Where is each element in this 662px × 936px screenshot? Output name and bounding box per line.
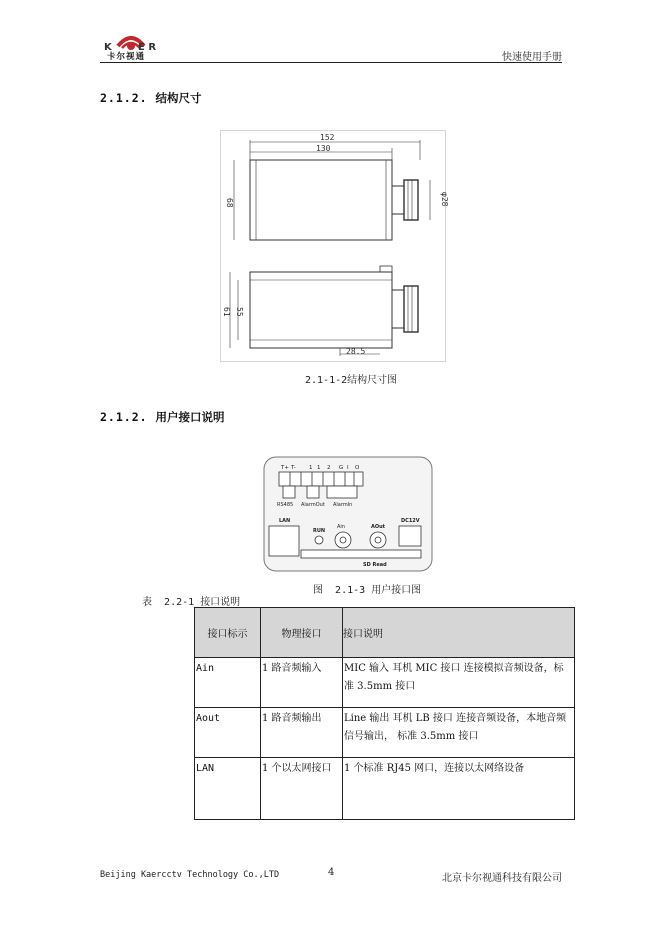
- terminal-label: 2: [327, 465, 331, 471]
- table-cell-id: [195, 708, 261, 758]
- svg-text:K: K: [104, 42, 112, 53]
- table-row: [195, 758, 575, 820]
- dim-label-61: 61: [222, 307, 231, 317]
- caption-number: 2.2-1: [164, 597, 195, 608]
- figure-caption-dimensions: 2.1-1-2结构尺寸图: [305, 375, 398, 386]
- section-heading-interfaces: [100, 409, 225, 425]
- caption-text: 用户接口图: [371, 585, 422, 596]
- alarm-out-label: AlarmOut: [301, 502, 325, 508]
- manual-title: 快速使用手册: [502, 52, 562, 63]
- section-title: 结构尺寸: [155, 91, 202, 105]
- terminal-label: 1: [309, 465, 313, 471]
- caption-number: 2.1-3: [335, 585, 366, 596]
- cell-text: Aout: [196, 713, 221, 724]
- cell-text: LAN: [196, 763, 215, 774]
- cell-text: 1 路音频输入: [262, 663, 322, 674]
- cell-text: 1 个以太网接口: [262, 763, 332, 774]
- table-cell-physical: [261, 708, 343, 758]
- table-caption: [142, 593, 240, 608]
- dim-label-28-5: 28.5: [346, 347, 366, 356]
- lan-label: LAN: [279, 518, 291, 524]
- dim-label-152: 152: [320, 133, 335, 142]
- table-cell-desc: [343, 758, 575, 820]
- cell-text: 1 个标准 RJ45 网口，连接以太网络设备: [344, 763, 525, 774]
- footer-company-cn: 北京卡尔视通科技有限公司: [442, 873, 562, 884]
- table-cell-desc: [343, 708, 575, 758]
- dc12v-label: DC12V: [401, 518, 420, 524]
- dim-label-phi28: φ28: [440, 192, 449, 207]
- table-header-cell: 接口标示: [195, 608, 261, 658]
- page-number: 4: [328, 867, 335, 878]
- caption-prefix: 图: [313, 585, 323, 596]
- interface-panel-drawing: [263, 456, 433, 572]
- table-cell-id: [195, 658, 261, 708]
- dim-label-68: 68: [225, 198, 234, 208]
- run-label: RUN: [313, 528, 326, 534]
- table-row: [195, 658, 575, 708]
- aout-label: AOut: [371, 524, 386, 530]
- dim-label-130: 130: [316, 144, 331, 153]
- table-cell-physical: [261, 658, 343, 708]
- terminal-label: G: [339, 465, 344, 471]
- table-row: [195, 708, 575, 758]
- cell-text: Ain: [196, 663, 215, 674]
- table-header-cell: 物理接口: [261, 608, 343, 658]
- table-cell-physical: [261, 758, 343, 820]
- logo-subtitle: 卡尔视通: [107, 52, 146, 62]
- table-header-cell: 接口说明: [343, 608, 575, 658]
- svg-text:E R: E R: [138, 42, 157, 53]
- terminal-label: T+: [281, 465, 289, 471]
- sd-label: SD Read: [363, 562, 387, 568]
- cell-text: Line 输出 耳机 LB 接口 连接音频设备，本地音频信号输出， 标准 3.5mm 接口: [344, 713, 567, 742]
- cell-text: 1 路音频输出: [262, 713, 322, 724]
- caption-text: 接口说明: [200, 597, 241, 608]
- dim-label-55: 55: [235, 307, 244, 317]
- table-cell-id: [195, 758, 261, 820]
- rs485-label: RS485: [277, 502, 294, 508]
- header-divider: [100, 62, 562, 63]
- terminal-label: 1: [317, 465, 321, 471]
- caption-prefix: 表: [142, 597, 152, 608]
- section-heading-dimensions: [100, 90, 202, 106]
- alarm-in-label: AlarmIn: [333, 502, 353, 508]
- terminal-label: T-: [291, 465, 296, 471]
- interface-table: [194, 607, 575, 820]
- section-title: 用户接口说明: [155, 410, 225, 424]
- table-header-row: [195, 608, 575, 658]
- dimension-drawing: [220, 130, 449, 362]
- ain-label: Ain: [337, 524, 345, 530]
- section-number: 2.1.2.: [100, 91, 148, 105]
- terminal-label: I: [347, 465, 349, 471]
- cell-text: MIC 输入 耳机 MIC 接口 连接模拟音频设备，标准 3.5mm 接口: [344, 663, 564, 692]
- figure-caption-interfaces: [313, 581, 421, 596]
- table-cell-desc: [343, 658, 575, 708]
- footer-company-en: Beijing Kaercctv Technology Co.,LTD: [100, 870, 280, 880]
- terminal-label: O: [355, 465, 360, 471]
- section-number: 2.1.2.: [100, 410, 148, 424]
